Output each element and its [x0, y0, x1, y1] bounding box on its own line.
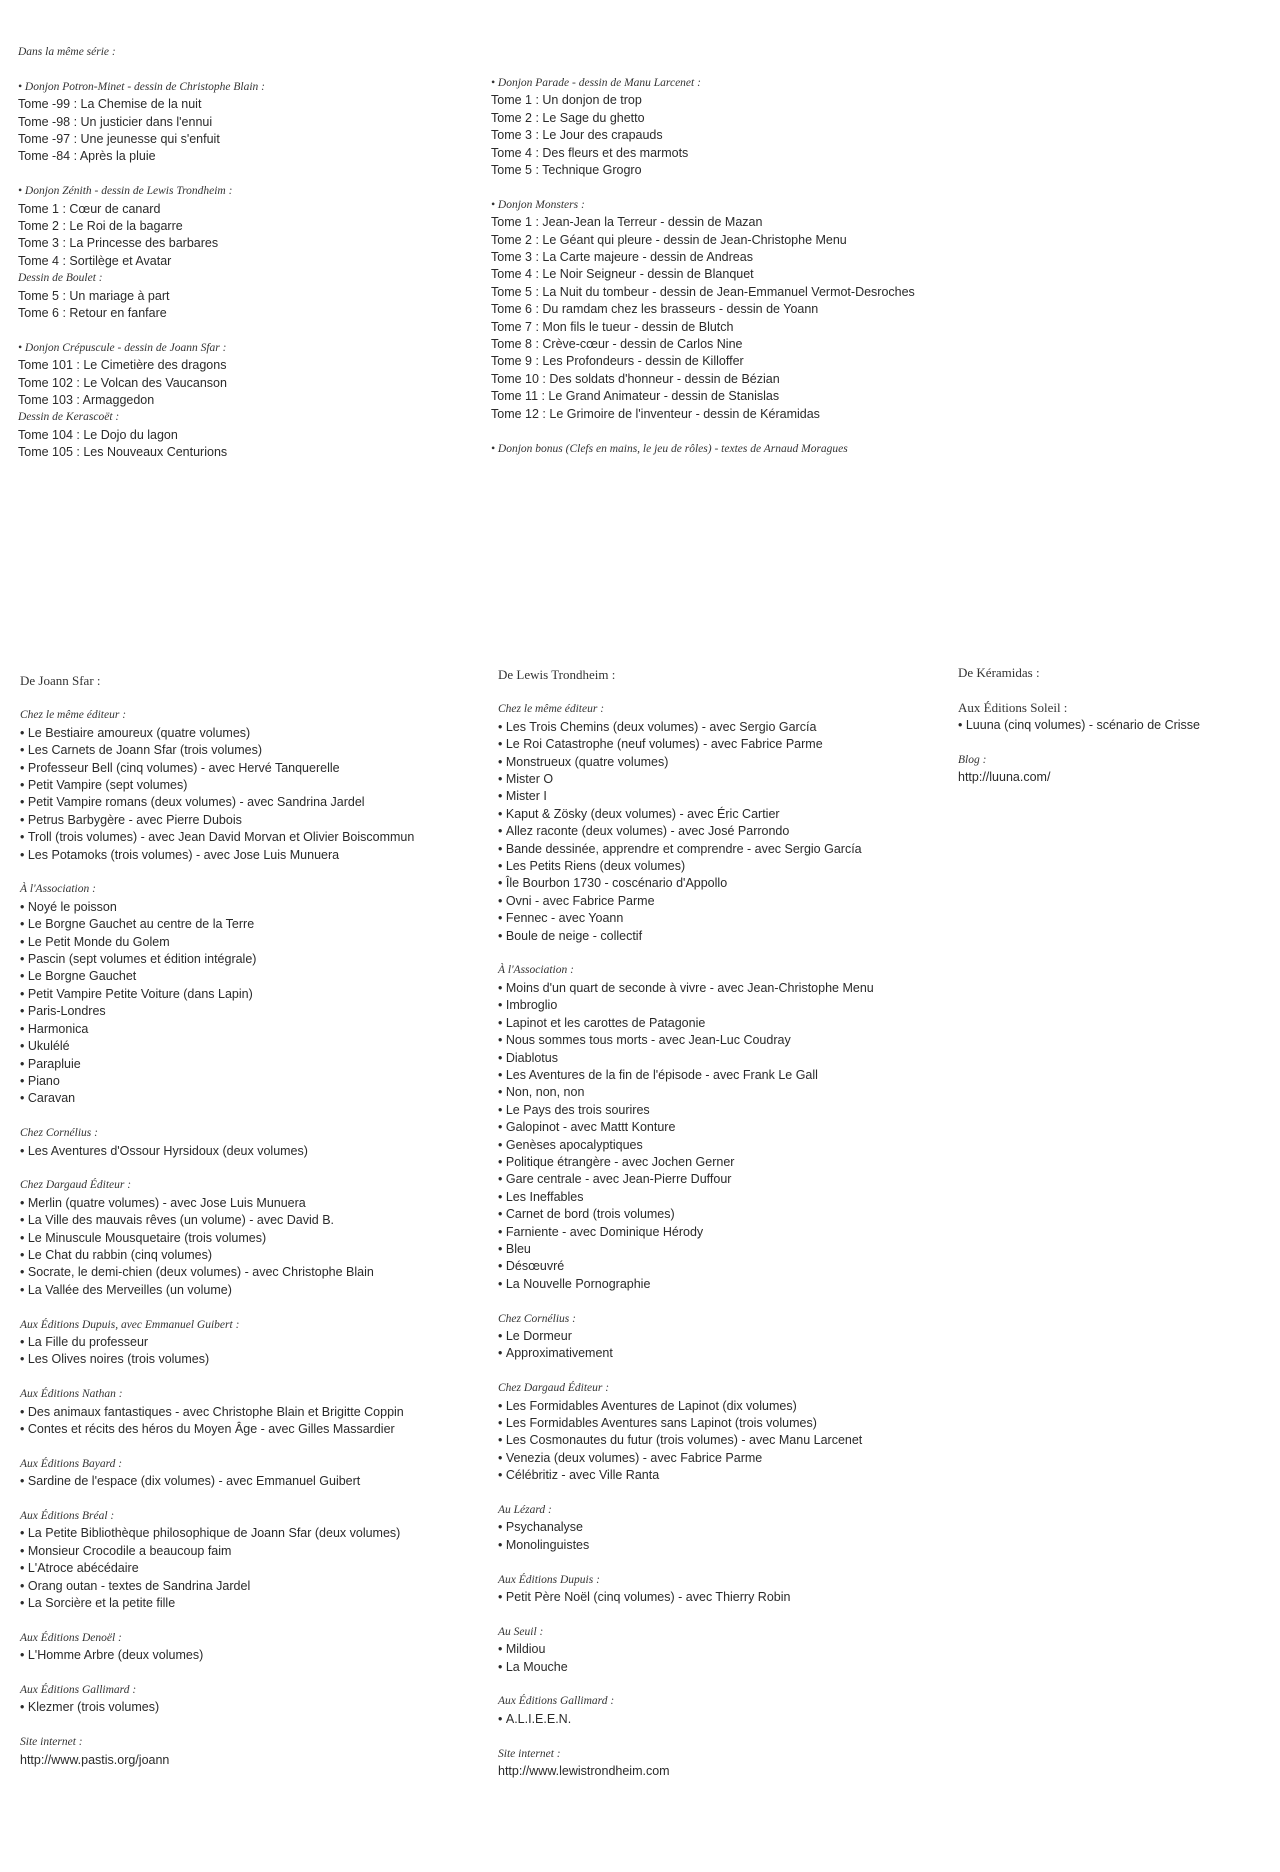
publisher-label: Site internet : — [498, 1747, 561, 1760]
publisher-label: Aux Éditions Soleil : — [958, 700, 1068, 716]
book-item: • Galopinot - avec Mattt Konture — [498, 1119, 968, 1136]
book-item: • Le Chat du rabbin (cinq volumes) — [20, 1247, 490, 1264]
spacer — [498, 1606, 968, 1623]
spacer — [20, 1491, 490, 1508]
publisher-label: À l'Association : — [498, 964, 574, 977]
book-item: • Ukulélé — [20, 1038, 490, 1055]
publisher-label: Aux Éditions Gallimard : — [20, 1684, 137, 1697]
book-item: • Genèses apocalyptiques — [498, 1137, 968, 1154]
tome-line: Tome 4 : Le Noir Seigneur - dessin de Blanquet — [491, 267, 754, 282]
book-item: • Socrate, le demi-chien (deux volumes) - avec Christophe Blain — [20, 1264, 490, 1281]
author-title: De Kéramidas : — [958, 665, 1040, 680]
book-item: • Moins d'un quart de seconde à vivre - avec Jean-Christophe Menu — [498, 980, 968, 997]
book-item: • A.L.I.E.E.N. — [498, 1711, 968, 1728]
book-item: • Les Cosmonautes du futur (trois volumes) - avec Manu Larcenet — [498, 1432, 968, 1449]
book-item: • Harmonica — [20, 1021, 490, 1038]
series-label: • Donjon Potron-Minet - dessin de Christophe Blain : — [18, 80, 265, 93]
book-item: • Bleu — [498, 1241, 968, 1258]
book-item: • Kaput & Zösky (deux volumes) - avec Éric Cartier — [498, 806, 968, 823]
book-item: • Le Petit Monde du Golem — [20, 934, 490, 951]
book-item: • Imbroglio — [498, 997, 968, 1014]
spacer — [491, 423, 1011, 440]
publisher-label: Aux Éditions Nathan : — [20, 1388, 123, 1401]
book-item: • La Mouche — [498, 1659, 968, 1676]
book-item: • Parapluie — [20, 1056, 490, 1073]
spacer — [20, 1108, 490, 1125]
book-item: • Bande dessinée, apprendre et comprendre - avec Sergio García — [498, 841, 968, 858]
book-item: • Approximativement — [498, 1345, 968, 1362]
book-item: • Le Bestiaire amoureux (quatre volumes) — [20, 725, 490, 742]
book-item: • Célébritiz - avec Ville Ranta — [498, 1467, 968, 1484]
tome-line: Tome 12 : Le Grimoire de l'inventeur - dessin de Kéramidas — [491, 406, 820, 421]
book-item: • Klezmer (trois volumes) — [20, 1699, 490, 1716]
spacer — [18, 322, 478, 339]
tome-line: Tome 1 : Jean-Jean la Terreur - dessin de Mazan — [491, 215, 763, 230]
tome-line: Tome 8 : Crève-cœur - dessin de Carlos Nine — [491, 337, 743, 352]
publisher-label: Chez Cornélius : — [498, 1312, 576, 1325]
book-item: • Le Minuscule Mousquetaire (trois volumes) — [20, 1230, 490, 1247]
tome-line: Tome -97 : Une jeunesse qui s'enfuit — [18, 132, 220, 147]
book-item: • Le Pays des trois sourires — [498, 1102, 968, 1119]
book-item: • Gare centrale - avec Jean-Pierre Duffour — [498, 1171, 968, 1188]
tome-line: Tome 5 : Technique Grogro — [491, 163, 642, 178]
spacer — [491, 179, 1011, 196]
series-label: • Donjon Crépuscule - dessin de Joann Sfar : — [18, 341, 227, 354]
tome-line: Tome 6 : Retour en fanfare — [18, 306, 167, 321]
series-sublabel: Dessin de Kerascoët : — [18, 411, 120, 424]
book-item: • Caravan — [20, 1090, 490, 1107]
tome-line: Tome 1 : Un donjon de trop — [491, 93, 642, 108]
author-column-keramidas — [958, 664, 1258, 786]
spacer — [18, 61, 478, 78]
tome-line: Tome 9 : Les Profondeurs - dessin de Killoffer — [491, 354, 744, 369]
series-label: • Donjon bonus (Clefs en mains, le jeu de rôles) - textes de Arnaud Moragues — [491, 442, 848, 455]
author-column-sfar — [20, 672, 490, 1769]
tome-line: Tome 5 : Un mariage à part — [18, 288, 170, 303]
spacer — [498, 1485, 968, 1502]
book-item: • La Ville des mauvais rêves (un volume) - avec David B. — [20, 1212, 490, 1229]
series-sublabel: Dessin de Boulet : — [18, 272, 103, 285]
book-item: • Petit Père Noël (cinq volumes) - avec Thierry Robin — [498, 1589, 968, 1606]
spacer — [958, 734, 1258, 751]
tome-line: Tome 103 : Armaggedon — [18, 393, 155, 408]
tome-line: Tome 5 : La Nuit du tombeur - dessin de Jean-Emmanuel Vermot-Desroches — [491, 284, 915, 299]
publisher-label: Aux Éditions Dupuis, avec Emmanuel Guibert : — [20, 1318, 240, 1331]
series-left-column — [18, 44, 478, 462]
book-item: • Mister I — [498, 788, 968, 805]
publisher-label: Site internet : — [20, 1736, 83, 1749]
book-item: • Piano — [20, 1073, 490, 1090]
book-item: • Pascin (sept volumes et édition intégrale) — [20, 951, 490, 968]
book-item: • Non, non, non — [498, 1084, 968, 1101]
publisher-label: Au Seuil : — [498, 1625, 544, 1638]
book-item: • La Fille du professeur — [20, 1334, 490, 1351]
book-item: • Le Roi Catastrophe (neuf volumes) - avec Fabrice Parme — [498, 736, 968, 753]
book-item: • Psychanalyse — [498, 1519, 968, 1536]
tome-line: Tome 102 : Le Volcan des Vaucanson — [18, 375, 227, 390]
book-item: • Les Formidables Aventures sans Lapinot (trois volumes) — [498, 1415, 968, 1432]
book-item: • Politique étrangère - avec Jochen Gerner — [498, 1154, 968, 1171]
book-item: • Les Formidables Aventures de Lapinot (dix volumes) — [498, 1398, 968, 1415]
series-heading: Dans la même série : — [18, 46, 116, 58]
spacer — [20, 1717, 490, 1734]
book-item: • Petit Vampire Petite Voiture (dans Lapin) — [20, 986, 490, 1003]
book-item: • Merlin (quatre volumes) - avec Jose Luis Munuera — [20, 1195, 490, 1212]
author-title: De Lewis Trondheim : — [498, 667, 616, 682]
book-item: • Monsieur Crocodile a beaucoup faim — [20, 1543, 490, 1560]
book-item: • Le Borgne Gauchet au centre de la Terre — [20, 916, 490, 933]
tome-line: Tome -98 : Un justicier dans l'ennui — [18, 114, 213, 129]
spacer — [498, 1363, 968, 1380]
publisher-label: Chez Dargaud Éditeur : — [498, 1382, 610, 1395]
book-item: • Noyé le poisson — [20, 899, 490, 916]
spacer — [498, 945, 968, 962]
book-item: • Petrus Barbygère - avec Pierre Dubois — [20, 812, 490, 829]
spacer — [498, 1293, 968, 1310]
book-item: • Les Aventures d'Ossour Hyrsidoux (deux volumes) — [20, 1143, 490, 1160]
tome-line: Tome -84 : Après la pluie — [18, 149, 156, 164]
book-item: • Mildiou — [498, 1641, 968, 1658]
publisher-label: Blog : — [958, 753, 987, 766]
book-item: • La Petite Bibliothèque philosophique de Joann Sfar (deux volumes) — [20, 1525, 490, 1542]
book-item: • Les Olives noires (trois volumes) — [20, 1351, 490, 1368]
book-item: • Paris-Londres — [20, 1003, 490, 1020]
tome-line: Tome 101 : Le Cimetière des dragons — [18, 358, 227, 373]
author-title: De Joann Sfar : — [20, 673, 101, 688]
book-item: • L'Homme Arbre (deux volumes) — [20, 1647, 490, 1664]
tome-line: Tome 3 : La Carte majeure - dessin de Andreas — [491, 250, 753, 265]
book-item: • Ovni - avec Fabrice Parme — [498, 893, 968, 910]
spacer — [498, 1676, 968, 1693]
spacer — [20, 1369, 490, 1386]
tome-line: Tome 2 : Le Sage du ghetto — [491, 110, 645, 125]
spacer — [20, 1160, 490, 1177]
book-item: • Sardine de l'espace (dix volumes) - avec Emmanuel Guibert — [20, 1473, 490, 1490]
website-link: http://luuna.com/ — [958, 770, 1051, 785]
book-item: • Troll (trois volumes) - avec Jean David Morvan et Olivier Boiscommun — [20, 829, 490, 846]
book-item: • Nous sommes tous morts - avec Jean-Luc Coudray — [498, 1032, 968, 1049]
book-item: • Farniente - avec Dominique Hérody — [498, 1224, 968, 1241]
series-right-column — [491, 75, 1011, 458]
book-item: • Allez raconte (deux volumes) - avec José Parrondo — [498, 823, 968, 840]
book-item: • Le Dormeur — [498, 1328, 968, 1345]
tome-line: Tome 105 : Les Nouveaux Centurions — [18, 445, 228, 460]
tome-line: Tome 6 : Du ramdam chez les brasseurs - dessin de Yoann — [491, 302, 819, 317]
spacer — [20, 1612, 490, 1629]
spacer — [498, 1728, 968, 1745]
book-item: • Île Bourbon 1730 - coscénario d'Appollo — [498, 875, 968, 892]
book-item: • Des animaux fantastiques - avec Christophe Blain et Brigitte Coppin — [20, 1404, 490, 1421]
book-item: • La Nouvelle Pornographie — [498, 1276, 968, 1293]
book-item: • Boule de neige - collectif — [498, 928, 968, 945]
book-item: • Monolinguistes — [498, 1537, 968, 1554]
tome-line: Tome 4 : Des fleurs et des marmots — [491, 145, 689, 160]
tome-line: Tome 7 : Mon fils le tueur - dessin de Blutch — [491, 319, 734, 334]
publisher-label: Aux Éditions Dupuis : — [498, 1573, 600, 1586]
book-item: • Désœuvré — [498, 1258, 968, 1275]
book-item: • Luuna (cinq volumes) - scénario de Crisse — [958, 717, 1258, 734]
book-item: • Diablotus — [498, 1050, 968, 1067]
book-item: • Venezia (deux volumes) - avec Fabrice Parme — [498, 1450, 968, 1467]
publisher-label: Aux Éditions Bréal : — [20, 1509, 115, 1522]
author-column-trondheim — [498, 666, 968, 1780]
book-item: • Les Aventures de la fin de l'épisode - avec Frank Le Gall — [498, 1067, 968, 1084]
series-label: • Donjon Zénith - dessin de Lewis Trondheim : — [18, 185, 233, 198]
book-item: • L'Atroce abécédaire — [20, 1560, 490, 1577]
tome-line: Tome 2 : Le Géant qui pleure - dessin de Jean-Christophe Menu — [491, 232, 847, 247]
tome-line: Tome 3 : Le Jour des crapauds — [491, 128, 663, 143]
book-item: • Les Trois Chemins (deux volumes) - avec Sergio García — [498, 719, 968, 736]
tome-line: Tome -99 : La Chemise de la nuit — [18, 97, 202, 112]
publisher-label: Aux Éditions Gallimard : — [498, 1695, 615, 1708]
book-item: • Petit Vampire romans (deux volumes) - avec Sandrina Jardel — [20, 794, 490, 811]
tome-line: Tome 3 : La Princesse des barbares — [18, 236, 219, 251]
publisher-label: Au Lézard : — [498, 1504, 552, 1517]
tome-line: Tome 104 : Le Dojo du lagon — [18, 427, 178, 442]
book-item: • Mister O — [498, 771, 968, 788]
book-item: • Lapinot et les carottes de Patagonie — [498, 1015, 968, 1032]
book-item: • Monstrueux (quatre volumes) — [498, 754, 968, 771]
publisher-label: Chez le même éditeur : — [498, 703, 605, 716]
spacer — [18, 166, 478, 183]
publisher-label: Chez Dargaud Éditeur : — [20, 1179, 132, 1192]
book-item: • Les Petits Riens (deux volumes) — [498, 858, 968, 875]
series-label: • Donjon Parade - dessin de Manu Larcenet : — [491, 77, 701, 89]
book-item: • Les Ineffables — [498, 1189, 968, 1206]
website-link: http://www.lewistrondheim.com — [498, 1764, 670, 1779]
book-item: • Le Borgne Gauchet — [20, 968, 490, 985]
spacer — [20, 1438, 490, 1455]
book-item: • Contes et récits des héros du Moyen Âge - avec Gilles Massardier — [20, 1421, 490, 1438]
series-label: • Donjon Monsters : — [491, 198, 585, 211]
book-item: • Professeur Bell (cinq volumes) - avec Hervé Tanquerelle — [20, 760, 490, 777]
spacer — [498, 1554, 968, 1571]
publisher-label: À l'Association : — [20, 883, 96, 896]
book-item: • Carnet de bord (trois volumes) — [498, 1206, 968, 1223]
tome-line: Tome 11 : Le Grand Animateur - dessin de Stanislas — [491, 389, 780, 404]
tome-line: Tome 10 : Des soldats d'honneur - dessin de Bézian — [491, 371, 780, 386]
publisher-label: Aux Éditions Bayard : — [20, 1457, 123, 1470]
book-item: • La Vallée des Merveilles (un volume) — [20, 1282, 490, 1299]
publisher-label: Chez le même éditeur : — [20, 709, 127, 722]
publisher-label: Aux Éditions Denoël : — [20, 1631, 122, 1644]
website-link: http://www.pastis.org/joann — [20, 1752, 170, 1767]
book-item: • Petit Vampire (sept volumes) — [20, 777, 490, 794]
publisher-label: Chez Cornélius : — [20, 1127, 98, 1140]
book-item: • Les Potamoks (trois volumes) - avec Jose Luis Munuera — [20, 847, 490, 864]
book-item: • Les Carnets de Joann Sfar (trois volumes) — [20, 742, 490, 759]
tome-line: Tome 1 : Cœur de canard — [18, 201, 161, 216]
book-item: • La Sorcière et la petite fille — [20, 1595, 490, 1612]
book-item: • Fennec - avec Yoann — [498, 910, 968, 927]
spacer — [20, 864, 490, 881]
spacer — [20, 1665, 490, 1682]
tome-line: Tome 4 : Sortilège et Avatar — [18, 253, 172, 268]
spacer — [20, 1299, 490, 1316]
book-item: • Orang outan - textes de Sandrina Jardel — [20, 1578, 490, 1595]
tome-line: Tome 2 : Le Roi de la bagarre — [18, 219, 183, 234]
